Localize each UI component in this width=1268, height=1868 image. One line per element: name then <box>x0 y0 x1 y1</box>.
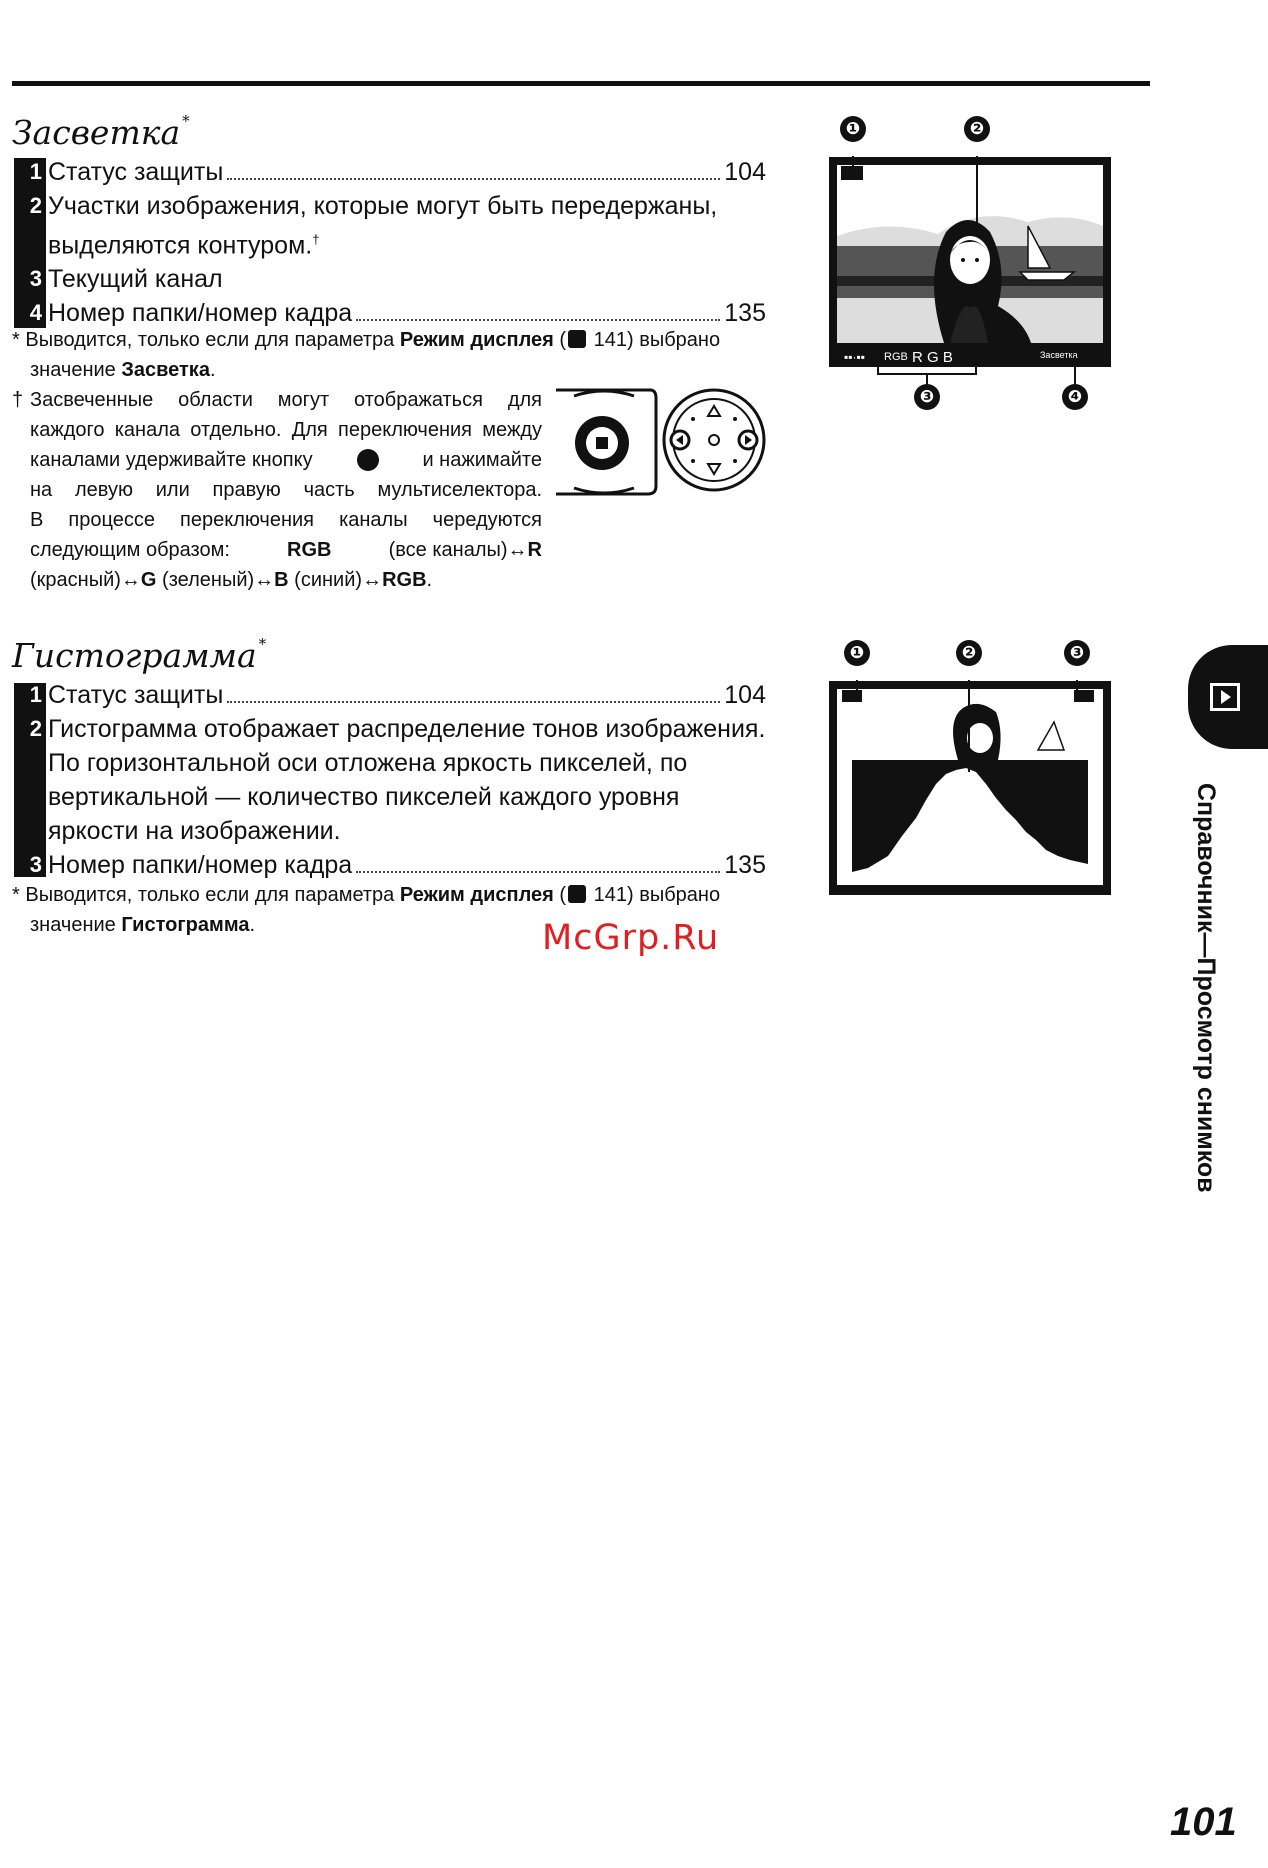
note-line: каждого канала отдельно. Для переключения между <box>30 419 542 441</box>
note-line: В процессе переключения каналы чередуются <box>30 509 542 531</box>
list-item <box>14 189 766 262</box>
item-number: 1 <box>29 159 42 184</box>
page-reference: 104 <box>724 681 766 709</box>
callout-3: ❸ <box>914 384 940 410</box>
callout-1: ❶ <box>844 640 870 666</box>
item-description-line: Гистограмма отображает распределение тонов изображения. <box>48 715 766 743</box>
footnote-text: Выводится, только если для параметра <box>25 329 395 351</box>
camera-menu-icon <box>568 885 586 903</box>
svg-text:▪▪·▪▪: ▪▪·▪▪ <box>844 350 866 364</box>
item-label: Статус защиты <box>48 158 224 186</box>
channel-desc: (красный) <box>30 569 121 591</box>
page-number: 101 <box>1170 1800 1237 1844</box>
dot-leader <box>356 870 720 873</box>
footnote-period: . <box>209 359 216 381</box>
zoom-button-diagram <box>552 388 658 496</box>
leader-line <box>48 678 766 712</box>
footnote-period: . <box>249 914 256 936</box>
arrow: ↔ <box>507 539 528 561</box>
item-number: 2 <box>29 193 42 218</box>
footnote <box>12 325 720 385</box>
note-line-part: каналами удерживайте кнопку <box>30 449 313 471</box>
footnote-ref: 141) выбрано <box>593 884 721 906</box>
dot-leader <box>227 700 720 703</box>
title-asterisk: * <box>258 635 267 653</box>
channel-name: RGB <box>287 539 332 561</box>
footnote-text: Выводится, только если для параметра <box>25 884 395 906</box>
channel-desc: (синий) <box>294 569 363 591</box>
footnote-text: значение <box>30 914 116 936</box>
item-label: Текущий канал <box>48 265 223 294</box>
callout-2: ❷ <box>964 116 990 142</box>
item-description-line: яркости на изображении. <box>48 817 341 845</box>
chapter-tab <box>1188 645 1268 749</box>
dagger-mark: † <box>12 389 24 411</box>
chapter-title: Справочник—Просмотр снимков <box>1192 783 1220 1193</box>
section-title-text: Засветка <box>12 113 181 152</box>
leader-line <box>48 155 766 189</box>
arrow: ↔ <box>362 569 383 591</box>
note-line-part: и нажимайте <box>422 449 542 471</box>
note-period: . <box>426 569 433 591</box>
leader-line <box>48 848 766 882</box>
section-title-text: Гистограмма <box>12 636 257 675</box>
channel-name: B <box>274 569 289 591</box>
page-reference: 135 <box>724 299 766 328</box>
item-description <box>48 189 717 262</box>
list-item <box>14 155 766 189</box>
dagger-mark: † <box>312 232 320 247</box>
rgb-label: RGB <box>884 351 908 363</box>
callout-3: ❸ <box>1064 640 1090 666</box>
item-number: 3 <box>29 266 42 292</box>
list-item <box>14 712 766 848</box>
item-number: 2 <box>29 716 42 741</box>
item-description-line: вертикальной — количество пикселей каждого уровня <box>48 783 680 811</box>
dot-leader <box>227 177 720 180</box>
section-title-highlights <box>12 112 190 152</box>
arrow: ↔ <box>120 569 141 591</box>
top-rule <box>12 81 1150 86</box>
channel-name: G <box>140 569 157 591</box>
footnote-text: значение <box>30 359 116 381</box>
callout-1: ❶ <box>840 116 866 142</box>
callout-4: ❹ <box>1062 384 1088 410</box>
note-line <box>30 535 542 565</box>
section1-items <box>14 155 766 330</box>
multi-selector-diagram <box>662 386 766 494</box>
footnote-paren: ( <box>559 329 567 351</box>
footnote-paren: ( <box>559 884 567 906</box>
button-icon <box>357 449 379 471</box>
note-line: на левую или правую часть мультиселектора. <box>30 479 542 501</box>
item-description-line: Участки изображения, которые могут быть передержаны, <box>48 192 718 220</box>
channel-desc: (зеленый) <box>162 569 255 591</box>
histogram-screen-illustration <box>828 640 1112 896</box>
footnote-bold: Режим дисплея <box>399 884 554 906</box>
page-reference: 135 <box>724 851 766 879</box>
footnote-bold: Режим дисплея <box>399 329 554 351</box>
list-item <box>14 848 766 882</box>
arrow: ↔ <box>254 569 275 591</box>
title-asterisk: * <box>182 112 190 130</box>
footnote-bold: Гистограмма <box>121 914 250 936</box>
footnote-asterisk: * <box>12 329 20 351</box>
channel-desc: (все каналы) <box>388 539 508 561</box>
playback-icon <box>1210 683 1240 711</box>
watermark: McGrp.Ru <box>542 918 720 958</box>
highlights-screen-illustration <box>828 116 1112 416</box>
list-item <box>14 678 766 712</box>
footnote-bold: Засветка <box>121 359 210 381</box>
item-number: 1 <box>29 682 42 707</box>
channel-selector-text: R G B <box>912 349 953 366</box>
note-line <box>30 445 542 475</box>
footnote-ref: 141) выбрано <box>593 329 721 351</box>
callout-2: ❷ <box>956 640 982 666</box>
display-mode-label: Засветка <box>1040 350 1078 360</box>
dot-leader <box>356 318 720 321</box>
section2-items <box>14 678 766 882</box>
channel-name: R <box>527 539 542 561</box>
footnote-asterisk: * <box>12 884 20 906</box>
list-item <box>14 262 766 296</box>
section-title-histogram <box>12 635 266 675</box>
item-description <box>48 712 765 848</box>
camera-menu-icon <box>568 330 586 348</box>
channel-name: RGB <box>382 569 427 591</box>
item-description-line: По горизонтальной оси отложена яркость пикселей, по <box>48 749 688 777</box>
dagger-note <box>12 385 542 595</box>
item-description-line: выделяются контуром. <box>48 231 313 260</box>
page-reference: 104 <box>724 158 766 186</box>
note-line <box>30 565 542 595</box>
note-line: Засвеченные области могут отображаться для <box>30 389 542 411</box>
item-label: Номер папки/номер кадра <box>48 851 353 879</box>
item-label: Номер папки/номер кадра <box>48 299 353 328</box>
item-label: Статус защиты <box>48 681 224 709</box>
item-number: 4 <box>29 300 42 326</box>
item-number: 3 <box>29 852 42 877</box>
note-line-part: следующим образом: <box>30 539 230 561</box>
